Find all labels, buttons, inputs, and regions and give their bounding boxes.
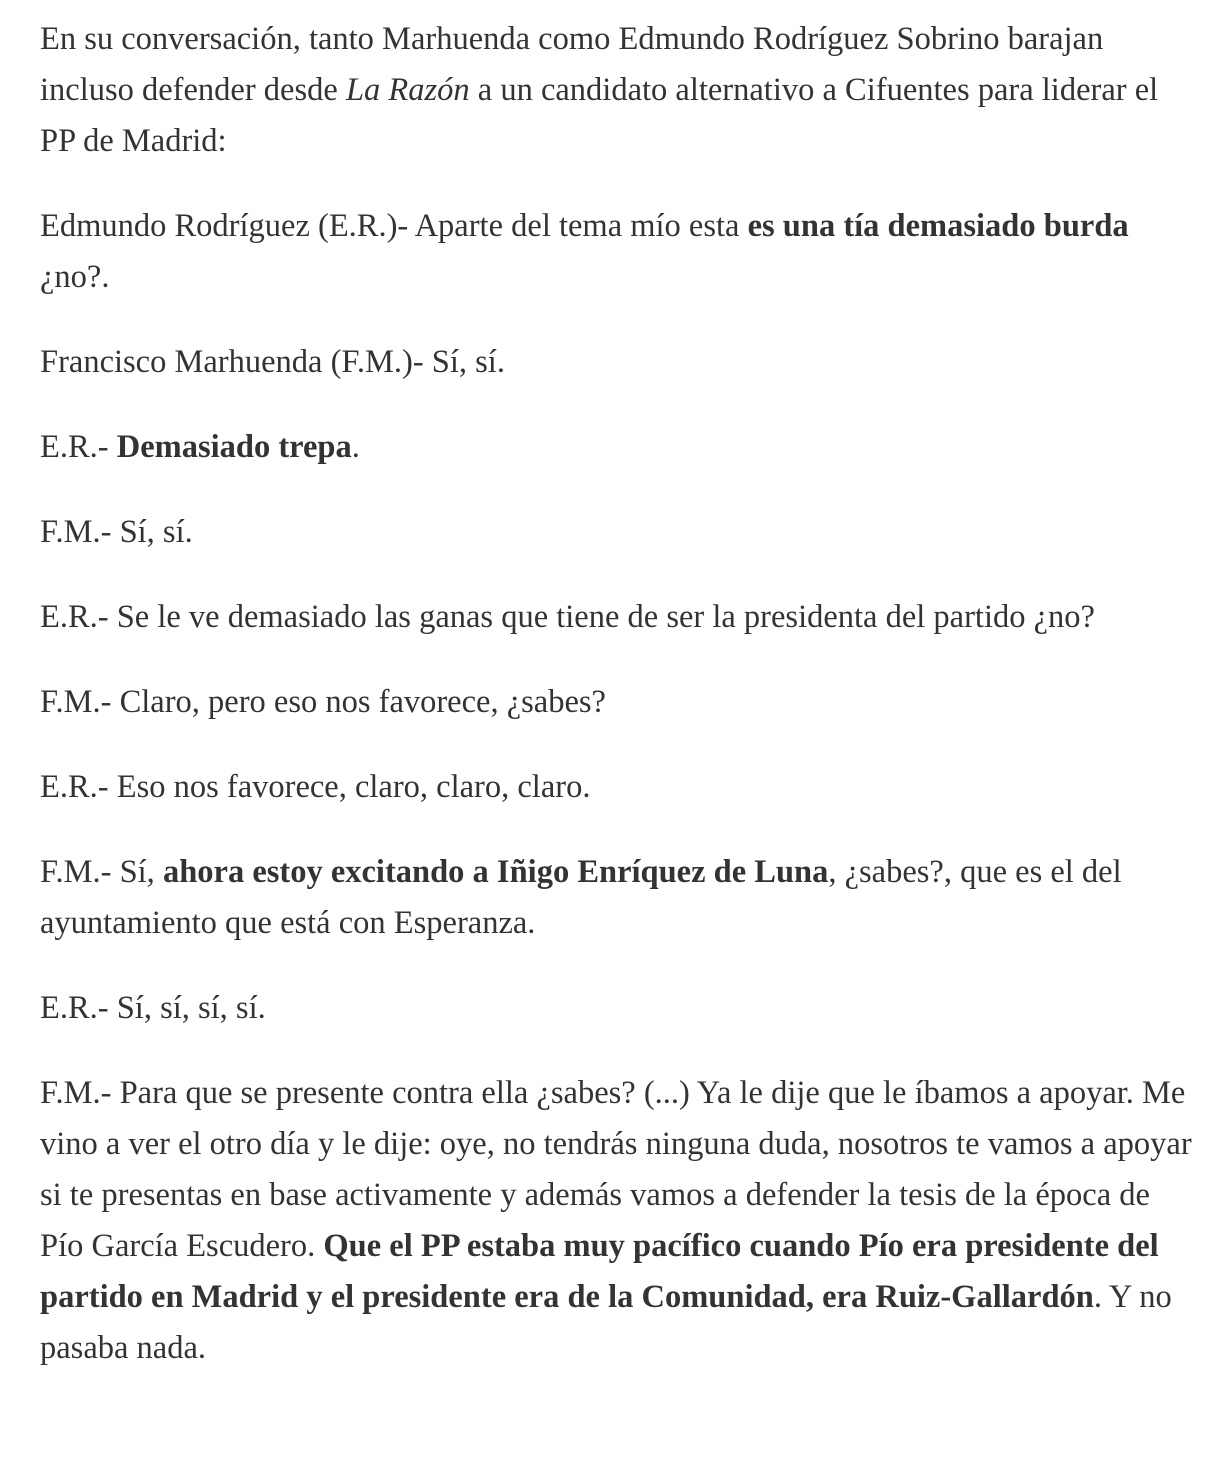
highlighted-quote: Demasiado trepa bbox=[116, 429, 352, 465]
newspaper-name: La Razón bbox=[345, 72, 470, 108]
text-run: a un candidato alternativo a Cifuentes para liderar el PP de Madrid: bbox=[40, 72, 1159, 159]
text-run: F.M.- Para que se presente contra ella ¿sabes? (...) Ya le dije que le íbamos a apoyar. Me vino a ver el otro día y le dije: oye, no tendrás ninguna duda, nosotros te vamos a apoyar si te presentas en base activamente y además vamos a defender la tesis de la época de Pío García Escudero. bbox=[40, 1075, 1192, 1264]
dialogue-line bbox=[40, 677, 1200, 728]
text-run: E.R.- bbox=[40, 429, 117, 465]
text-run: E.R.- Sí, sí, sí, sí. bbox=[40, 990, 266, 1026]
text-run: F.M.- Sí, bbox=[40, 854, 163, 890]
text-run: ¿no?. bbox=[40, 259, 110, 295]
text-run: . bbox=[351, 429, 360, 465]
dialogue-line bbox=[40, 1068, 1200, 1374]
dialogue-line bbox=[40, 592, 1200, 643]
text-run: En su conversación, tanto Marhuenda como Edmundo Rodríguez Sobrino barajan incluso defender desde bbox=[40, 21, 1104, 108]
highlighted-quote: ahora estoy excitando a Iñigo Enríquez de Luna bbox=[162, 854, 829, 890]
dialogue-line bbox=[40, 983, 1200, 1034]
paragraph-intro bbox=[40, 14, 1200, 167]
text-run: F.M.- Sí, sí. bbox=[40, 514, 193, 550]
highlighted-quote: es una tía demasiado burda bbox=[747, 208, 1129, 244]
text-run: F.M.- Claro, pero eso nos favorece, ¿sabes? bbox=[40, 684, 606, 720]
highlighted-quote: Que el PP estaba muy pacífico cuando Pío era presidente del partido en Madrid y el presidente era de la Comunidad, era Ruiz-Gallardón bbox=[40, 1228, 1159, 1315]
dialogue-line bbox=[40, 762, 1200, 813]
dialogue-line bbox=[40, 507, 1200, 558]
text-run: , ¿sabes?, que es el del ayuntamiento que está con Esperanza. bbox=[40, 854, 1122, 941]
text-run: E.R.- Eso nos favorece, claro, claro, claro. bbox=[40, 769, 591, 805]
dialogue-line bbox=[40, 847, 1200, 949]
dialogue-line bbox=[40, 337, 1200, 388]
article-body bbox=[40, 14, 1200, 1374]
text-run: Francisco Marhuenda (F.M.)- Sí, sí. bbox=[40, 344, 505, 380]
text-run: E.R.- Se le ve demasiado las ganas que tiene de ser la presidenta del partido ¿no? bbox=[40, 599, 1095, 635]
text-run: . Y no pasaba nada. bbox=[40, 1279, 1172, 1366]
text-run: Edmundo Rodríguez (E.R.)- Aparte del tema mío esta bbox=[40, 208, 748, 244]
dialogue-line bbox=[40, 201, 1200, 303]
dialogue-line bbox=[40, 422, 1200, 473]
